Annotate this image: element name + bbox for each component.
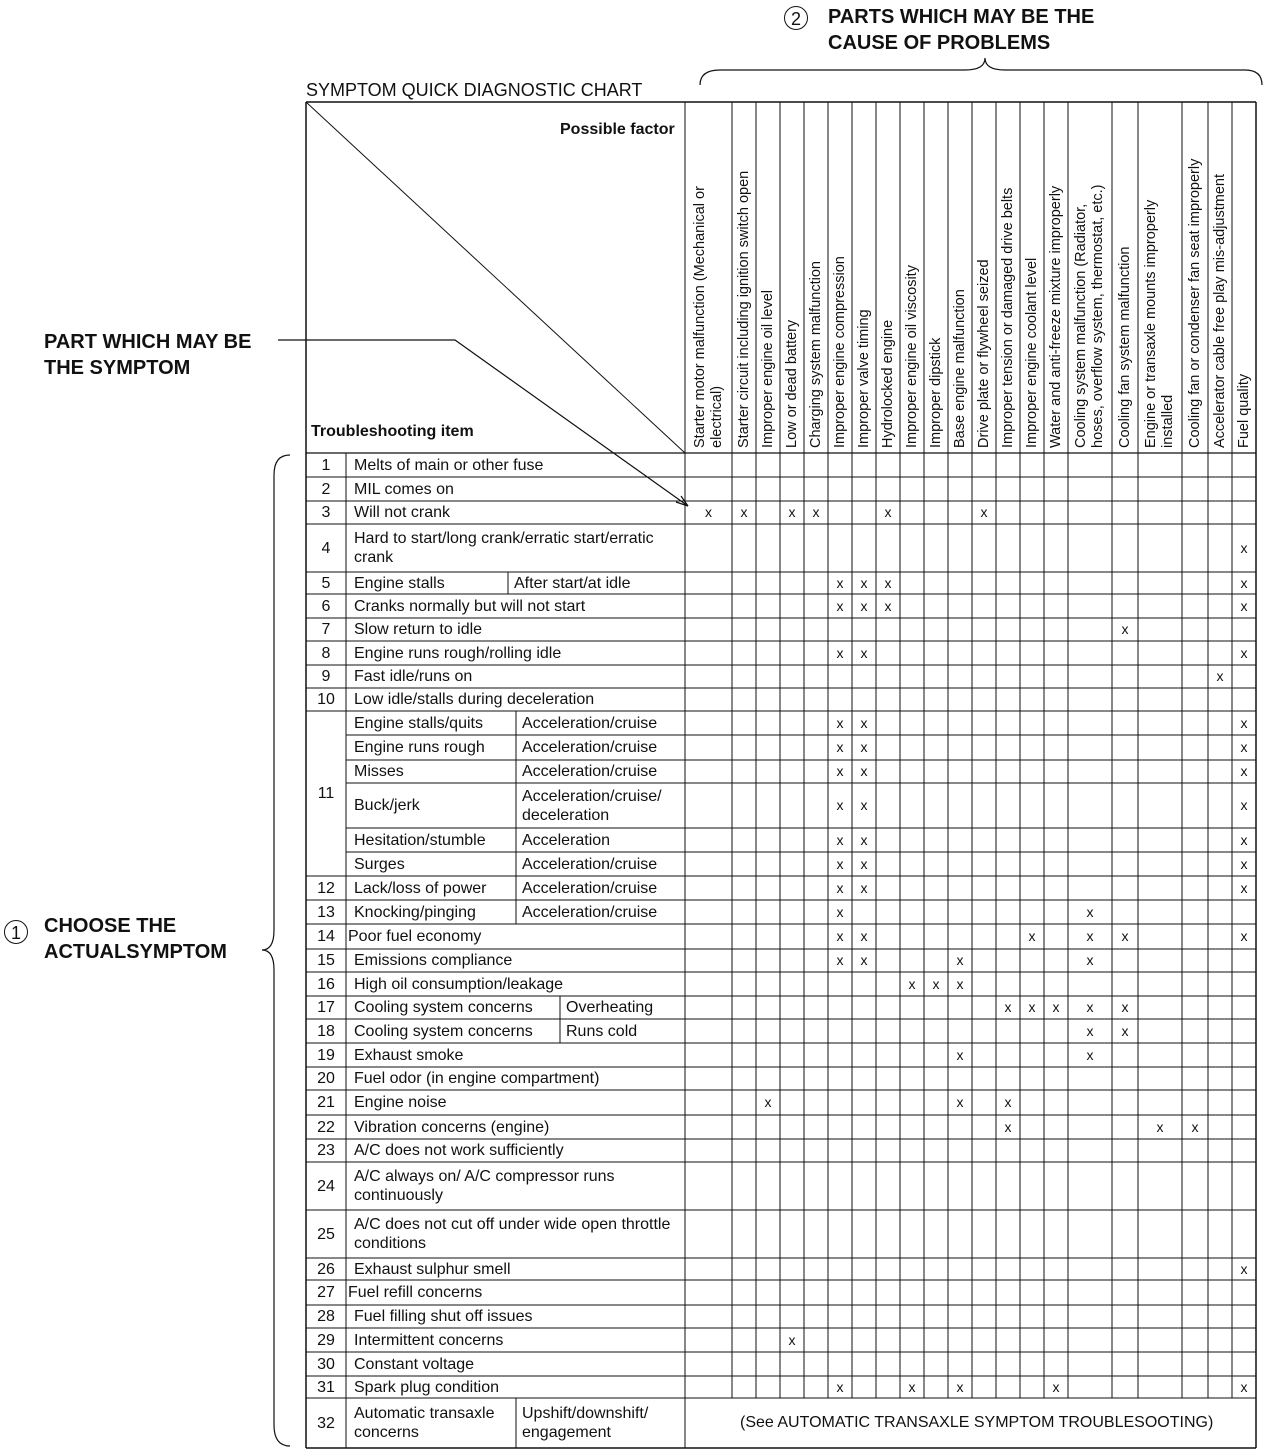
factor-mark: x <box>836 797 844 813</box>
symptom-text <box>354 1141 691 1160</box>
factor-mark: x <box>1086 903 1094 920</box>
symptom-text-line: conditions <box>354 1235 427 1252</box>
symptom-text-line: Hesitation/stumble <box>354 831 486 849</box>
symptom-text <box>354 975 691 994</box>
factor-header <box>1000 188 1017 448</box>
factor-mark: x <box>860 597 868 614</box>
condition-text-line: engagement <box>522 1424 611 1441</box>
symptom-text <box>354 480 691 499</box>
symptom-text <box>354 503 691 522</box>
symptom-text-line: Slow return to idle <box>354 621 483 638</box>
header-diagonal-line <box>306 102 685 453</box>
symptom-text <box>354 998 566 1017</box>
factor-mark: x <box>836 855 844 872</box>
factor-mark: x <box>1240 928 1248 944</box>
circled-number-1: 1 <box>4 920 28 944</box>
symptom-text-line: Spark plug condition <box>354 1378 499 1396</box>
factor-mark: x <box>884 504 892 520</box>
symptom-text <box>354 951 691 970</box>
factor-mark: x <box>836 644 844 661</box>
factor-mark: x <box>788 504 796 520</box>
row-number: 12 <box>317 879 335 897</box>
symptom-text <box>354 667 691 686</box>
factor-mark: x <box>1004 999 1012 1015</box>
factor-mark: x <box>1240 597 1248 614</box>
row-number: 22 <box>317 1118 335 1136</box>
factor-mark: x <box>1086 1022 1094 1039</box>
factor-mark: x <box>884 574 892 591</box>
choose-callout-line2: ACTUALSYMPTOM <box>44 941 227 963</box>
symptom-text-line: MIL comes on <box>354 480 454 498</box>
factor-mark: x <box>860 952 868 968</box>
symptom-text-line: Vibration concerns (engine) <box>354 1118 550 1136</box>
factor-header-line: Improper dipstick <box>927 337 944 448</box>
symptom-text-line: Misses <box>354 763 404 780</box>
factor-mark: x <box>860 574 868 591</box>
symptom-text <box>354 738 522 757</box>
parts-callout-line2: CAUSE OF PROBLEMS <box>828 32 1051 54</box>
factor-mark: x <box>836 714 844 731</box>
condition-text-line: Acceleration/cruise <box>522 714 658 732</box>
factor-header <box>784 320 801 448</box>
symptom-text <box>354 1069 691 1088</box>
symptom-text <box>354 714 522 733</box>
symptom-text <box>354 796 522 815</box>
symptom-text-line: Will not crank <box>354 504 451 521</box>
symptom-text <box>354 1118 691 1137</box>
symptom-text <box>354 1167 691 1205</box>
factor-mark: x <box>860 714 868 731</box>
symptom-text <box>348 1283 691 1302</box>
symptom-text <box>354 855 522 874</box>
row-number: 6 <box>321 597 331 615</box>
factor-header <box>760 290 777 448</box>
factor-mark: x <box>836 903 844 920</box>
symptom-text <box>354 879 522 898</box>
factor-header-line: Charging system malfunction <box>807 261 824 448</box>
symptom-text-line: Engine runs rough/rolling idle <box>354 644 562 662</box>
factor-mark: x <box>1086 952 1094 968</box>
factor-mark: x <box>956 975 964 992</box>
symptom-text-line: crank <box>354 549 394 566</box>
factor-mark: x <box>705 504 712 520</box>
factor-header <box>856 309 873 448</box>
factor-mark: x <box>1086 1046 1094 1063</box>
factor-header-line: electrical) <box>708 385 725 448</box>
condition-text <box>522 1404 648 1442</box>
row-number: 20 <box>317 1070 335 1087</box>
row-number: 7 <box>321 621 331 638</box>
factor-mark: x <box>860 928 868 944</box>
factor-header <box>976 259 993 448</box>
symptom-text <box>354 620 691 639</box>
symptom-text <box>354 903 522 922</box>
factor-header-line: Improper engine oil viscosity <box>903 265 920 448</box>
factor-mark: x <box>1240 539 1248 556</box>
factor-mark: x <box>932 975 940 992</box>
factor-mark: x <box>860 763 868 779</box>
symptom-text-line: Melts of main or other fuse <box>354 456 544 474</box>
condition-text <box>522 714 657 733</box>
row-number: 11 <box>317 785 335 802</box>
symptom-text-line: Fuel odor (in engine compartment) <box>354 1070 600 1087</box>
factor-header-line: Cooling fan or condenser fan seat improperly <box>1186 158 1203 448</box>
symptom-text <box>354 831 522 850</box>
see-transaxle-note: (See AUTOMATIC TRANSAXLE SYMPTOM TROUBLESOOTING) <box>740 1414 1214 1431</box>
row-number: 31 <box>317 1378 335 1396</box>
factor-mark: x <box>836 574 844 591</box>
row-number: 9 <box>321 668 331 685</box>
factor-mark: x <box>836 763 844 779</box>
factor-header-line: Improper engine compression <box>831 256 848 448</box>
factor-mark: x <box>1240 739 1248 755</box>
factor-mark: x <box>1240 855 1248 872</box>
row-number: 8 <box>321 644 331 662</box>
factor-mark: x <box>860 879 868 896</box>
parts-brace <box>700 58 1262 85</box>
factor-mark: x <box>1240 714 1248 731</box>
symptom-text-line: Fast idle/runs on <box>354 668 473 685</box>
factor-header-line: Cooling fan system malfunction <box>1116 246 1133 448</box>
symptom-text-line: continuously <box>354 1187 443 1204</box>
symptom-text-line: Exhaust sulphur smell <box>354 1260 511 1278</box>
factor-mark: x <box>1240 831 1248 848</box>
row-number: 13 <box>317 903 335 921</box>
factor-header <box>832 256 849 448</box>
factor-mark: x <box>1028 928 1036 944</box>
row-number: 32 <box>317 1414 335 1432</box>
symptom-callout-line1: PART WHICH MAY BE <box>44 331 252 353</box>
symptom-text <box>354 1404 522 1442</box>
factor-mark: x <box>908 1378 916 1395</box>
symptom-text <box>354 1331 691 1350</box>
symptom-text-line: Poor fuel economy <box>348 928 482 945</box>
symptom-text <box>354 762 522 781</box>
condition-text <box>514 574 631 593</box>
condition-text-line: Acceleration/cruise <box>522 739 658 756</box>
factor-header-line: Low or dead battery <box>783 319 800 448</box>
factor-header-line: Fuel quality <box>1235 373 1252 448</box>
symptom-text-line: Buck/jerk <box>354 797 420 814</box>
row-number: 24 <box>317 1177 335 1195</box>
factor-mark: x <box>788 1331 796 1348</box>
condition-text-line: Runs cold <box>566 1022 638 1040</box>
symptom-text <box>348 927 691 946</box>
symptom-text <box>354 1260 691 1279</box>
factor-header-line: Hydrolocked engine <box>879 319 896 448</box>
factor-header <box>692 186 726 448</box>
factor-mark: x <box>1240 763 1248 779</box>
choose-callout-line1: CHOOSE THE <box>44 915 177 937</box>
row-number: 3 <box>321 504 331 521</box>
factor-header-line: Base engine malfunction <box>951 289 968 448</box>
row-number: 15 <box>317 952 335 969</box>
symptoms-brace <box>262 455 290 1446</box>
factor-mark: x <box>1086 999 1094 1015</box>
symptom-text-line: Fuel refill concerns <box>348 1284 483 1301</box>
factor-mark: x <box>836 928 844 944</box>
factor-mark: x <box>1121 999 1129 1015</box>
factor-mark: x <box>1121 621 1129 637</box>
symptom-text-line: Hard to start/long crank/erratic start/erratic <box>354 530 654 547</box>
factor-mark: x <box>980 504 988 520</box>
row-number: 23 <box>317 1142 335 1159</box>
symptom-text-line: Engine stalls/quits <box>354 714 483 732</box>
symptom-text-line: concerns <box>354 1424 419 1441</box>
symptom-text <box>354 597 691 616</box>
symptom-text-line: Intermittent concerns <box>354 1331 504 1349</box>
symptom-text-line: Engine noise <box>354 1094 447 1111</box>
factor-mark: x <box>956 1046 964 1063</box>
symptom-text <box>354 1022 566 1041</box>
symptom-text <box>354 1046 691 1065</box>
factor-mark: x <box>1216 668 1224 684</box>
factor-mark: x <box>1240 1378 1248 1395</box>
row-number: 26 <box>317 1260 335 1278</box>
factor-mark: x <box>836 952 844 968</box>
condition-text <box>522 762 657 781</box>
symptom-text-line: Knocking/pinging <box>354 903 476 921</box>
condition-text <box>522 831 610 850</box>
factor-mark: x <box>860 797 868 813</box>
condition-text <box>522 787 662 825</box>
symptom-text-line: Cranks normally but will not start <box>354 597 586 615</box>
factor-header <box>1187 159 1204 448</box>
factor-header <box>736 171 753 448</box>
factor-mark: x <box>836 597 844 614</box>
factor-mark: x <box>1240 574 1248 591</box>
condition-text-line: deceleration <box>522 806 610 824</box>
symptom-text-line: Emissions compliance <box>354 952 513 969</box>
factor-mark: x <box>1121 928 1129 944</box>
factor-header-line: Cooling system malfunction (Radiator, <box>1073 203 1089 448</box>
symptom-text-line: Constant voltage <box>354 1355 475 1373</box>
factor-mark: x <box>836 1378 844 1395</box>
factor-mark: x <box>860 644 868 661</box>
row-number: 5 <box>321 574 331 592</box>
factor-mark: x <box>860 831 868 848</box>
factor-mark: x <box>764 1094 772 1110</box>
symptom-text-line: Surges <box>354 855 405 873</box>
factor-header <box>1117 247 1134 449</box>
symptom-text-line: Cooling system concerns <box>354 1022 533 1040</box>
factor-mark: x <box>860 739 868 755</box>
factor-header-line: Improper tension or damaged drive belts <box>999 187 1016 448</box>
symptom-text-line: A/C does not cut off under wide open throttle <box>354 1216 671 1233</box>
symptom-text-line: Engine stalls <box>354 574 445 592</box>
factor-header <box>1048 186 1065 448</box>
row-number: 10 <box>317 691 335 708</box>
factor-mark: x <box>956 952 964 968</box>
symptom-text <box>354 456 691 475</box>
row-number: 30 <box>317 1355 335 1373</box>
factor-mark: x <box>1240 879 1248 896</box>
row-number: 1 <box>321 456 331 474</box>
condition-text-line: Acceleration <box>522 831 611 849</box>
condition-text <box>566 998 653 1017</box>
parts-callout-line1: PARTS WHICH MAY BE THE <box>828 6 1095 28</box>
factor-mark: x <box>884 597 892 614</box>
factor-mark: x <box>1240 797 1248 813</box>
factor-header-line: installed <box>1160 394 1176 448</box>
factor-header <box>1236 374 1253 448</box>
symptom-text <box>354 690 691 709</box>
factor-mark: x <box>836 879 844 896</box>
row-number: 25 <box>317 1225 335 1243</box>
factor-header-line: Improper engine oil level <box>759 290 776 448</box>
factor-mark: x <box>956 1378 964 1395</box>
factor-header <box>1143 200 1177 448</box>
condition-text-line: Acceleration/cruise <box>522 855 658 873</box>
condition-text-line: After start/at idle <box>514 574 631 592</box>
condition-text <box>522 879 657 898</box>
factor-mark: x <box>1086 928 1094 944</box>
condition-text-line: Upshift/downshift/ <box>522 1405 649 1422</box>
factor-mark: x <box>1240 644 1248 661</box>
row-number: 21 <box>317 1094 335 1111</box>
symptom-text-line: Low idle/stalls during deceleration <box>354 691 595 708</box>
factor-mark: x <box>812 504 820 520</box>
symptom-text-line: A/C always on/ A/C compressor runs <box>354 1168 615 1185</box>
factor-mark: x <box>1240 1260 1248 1277</box>
condition-text <box>522 855 657 874</box>
factor-header <box>1073 184 1107 448</box>
factor-header <box>904 265 921 448</box>
troubleshooting-item-label: Troubleshooting item <box>311 423 474 440</box>
factor-header-line: Starter motor malfunction (Mechanical or <box>691 186 708 448</box>
factor-mark: x <box>1052 1378 1060 1395</box>
factor-header <box>808 261 825 448</box>
condition-text-line: Acceleration/cruise <box>522 763 658 780</box>
circled-number-2: 2 <box>784 6 808 30</box>
factor-header-line: Accelerator cable free play mis-adjustment <box>1211 173 1228 448</box>
symptom-text <box>354 1378 691 1397</box>
symptom-callout-line2: THE SYMPTOM <box>44 357 191 379</box>
factor-mark: x <box>1156 1118 1164 1135</box>
row-number: 17 <box>317 999 335 1016</box>
symptom-text <box>354 529 691 567</box>
factor-header-line: Starter circuit including ignition switch open <box>735 170 752 448</box>
symptom-text-line: Lack/loss of power <box>354 879 487 897</box>
row-number: 27 <box>317 1284 335 1301</box>
possible-factor-label: Possible factor <box>560 121 675 138</box>
condition-text <box>522 738 657 757</box>
row-number: 28 <box>317 1308 335 1325</box>
chart-title: SYMPTOM QUICK DIAGNOSTIC CHART <box>306 80 643 100</box>
symptom-text-line: A/C does not work sufficiently <box>354 1142 564 1159</box>
factor-header-line: Improper engine coolant level <box>1023 257 1040 448</box>
factor-mark: x <box>1121 1022 1129 1039</box>
symptom-text <box>354 1093 691 1112</box>
factor-header-line: Drive plate or flywheel seized <box>975 259 992 448</box>
symptom-text <box>354 1215 691 1253</box>
row-number: 18 <box>317 1022 335 1040</box>
symptom-text-line: Exhaust smoke <box>354 1046 464 1064</box>
condition-text-line: Acceleration/cruise <box>522 879 658 897</box>
factor-mark: x <box>956 1094 964 1110</box>
factor-mark: x <box>1004 1118 1012 1135</box>
factor-header-line: hoses, overflow system, thermostat, etc.) <box>1090 184 1106 448</box>
row-number: 19 <box>317 1046 335 1064</box>
condition-text <box>522 903 657 922</box>
condition-text <box>566 1022 637 1041</box>
symptom-text <box>354 1307 691 1326</box>
factor-mark: x <box>1052 999 1060 1015</box>
symptom-text-line: Fuel filling shut off issues <box>354 1308 533 1325</box>
row-number: 4 <box>321 539 331 557</box>
factor-mark: x <box>908 975 916 992</box>
factor-mark: x <box>740 504 748 520</box>
factor-mark: x <box>1191 1118 1199 1135</box>
condition-text-line: Acceleration/cruise <box>522 903 658 921</box>
symptom-text-line: Cooling system concerns <box>354 999 533 1016</box>
symptom-text <box>354 574 514 593</box>
factor-header-line: Improper valve timing <box>855 309 872 448</box>
symptom-text <box>354 644 691 663</box>
factor-mark: x <box>836 739 844 755</box>
factor-mark: x <box>836 831 844 848</box>
factor-mark: x <box>860 855 868 872</box>
factor-header-line: Water and anti-freeze mixture improperly <box>1047 185 1064 448</box>
factor-header-line: Engine or transaxle mounts improperly <box>1143 199 1159 448</box>
row-number: 16 <box>317 975 335 993</box>
row-number: 29 <box>317 1331 335 1349</box>
factor-mark: x <box>1004 1094 1012 1110</box>
symptom-text-line: High oil consumption/leakage <box>354 975 564 993</box>
condition-text-line: Overheating <box>566 999 654 1016</box>
factor-header <box>1212 174 1229 448</box>
factor-header <box>952 289 969 448</box>
symptom-text <box>354 1355 691 1374</box>
symptom-text-line: Automatic transaxle <box>354 1405 495 1422</box>
factor-header <box>928 338 945 448</box>
row-number: 2 <box>321 480 331 498</box>
row-number: 14 <box>317 928 335 945</box>
condition-text-line: Acceleration/cruise/ <box>522 787 662 805</box>
symptom-text-line: Engine runs rough <box>354 739 485 756</box>
factor-header <box>1024 258 1041 448</box>
factor-header <box>880 320 897 448</box>
factor-mark: x <box>1028 999 1036 1015</box>
